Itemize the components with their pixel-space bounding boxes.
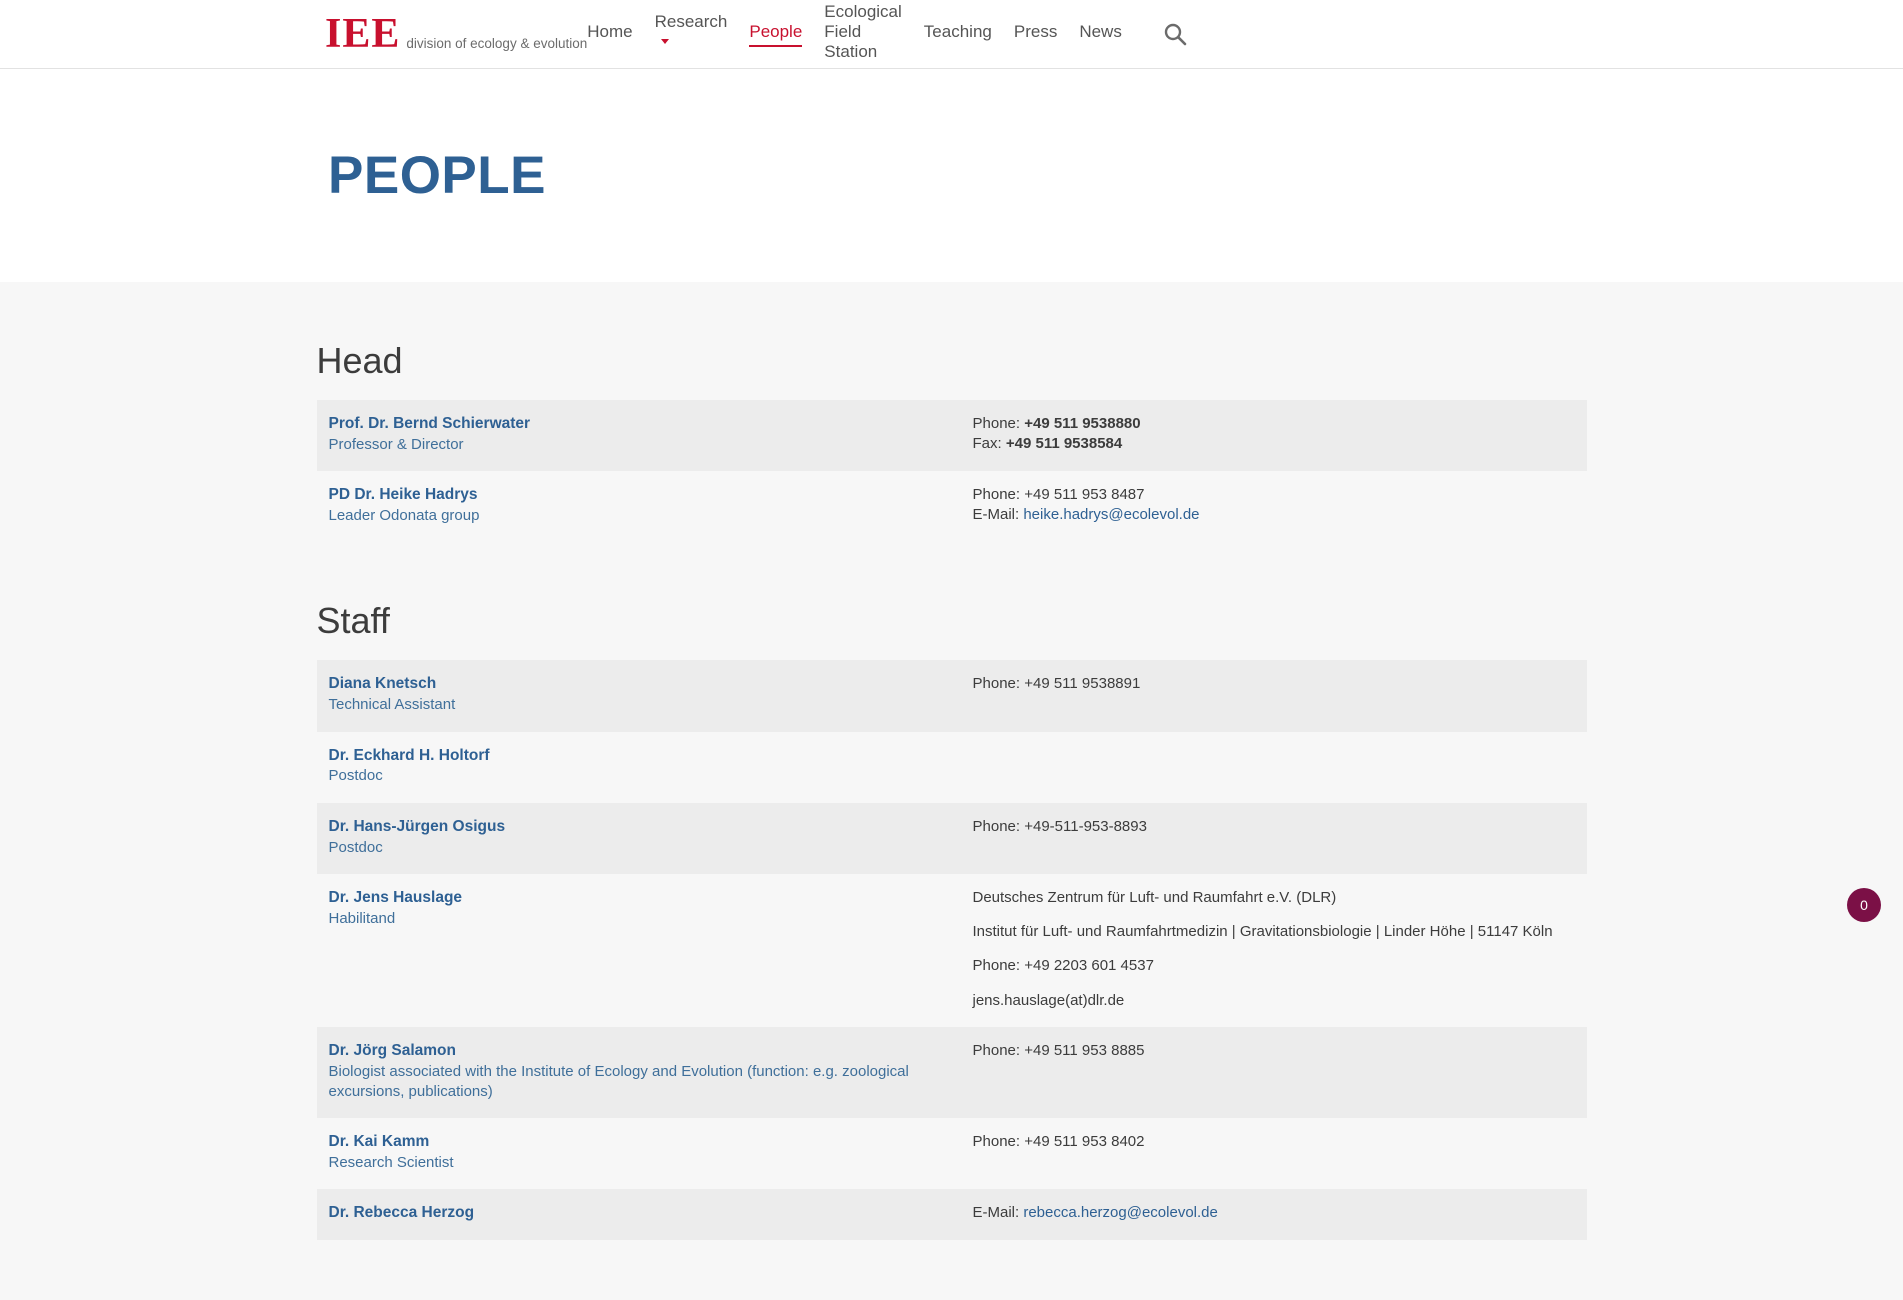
person-contact-line [973,1041,1575,1061]
person-name[interactable]: Diana Knetsch [328,675,437,693]
person-contact-cell [961,1118,1587,1189]
nav-item-news[interactable]: News [1079,22,1122,41]
person-contact-cell [961,732,1587,803]
person-contact-line [973,674,1575,694]
person-name-cell [317,803,961,874]
person-name-cell [317,660,961,731]
people-table [317,400,1587,542]
person-contact-line [973,1203,1575,1223]
person-role: Habilitand [328,909,396,927]
nav-item-teaching[interactable]: Teaching [923,22,992,41]
person-name-cell [317,874,961,1027]
content-band [0,282,1903,1300]
main-nav [587,2,1188,66]
table-row [317,1189,1587,1240]
contact-value: +49 511 953 8885 [1024,1041,1145,1059]
person-role: Research Scientist [328,1154,454,1172]
site-header [0,0,1903,69]
table-row [317,874,1587,1027]
nav-item-people[interactable]: People [749,22,802,46]
table-row [317,400,1587,471]
table-row [317,1027,1587,1118]
nav-item-home[interactable]: Home [587,22,633,41]
people-container [317,282,1587,1240]
page-title: PEOPLE [328,146,547,205]
person-role: Technical Assistant [328,696,456,714]
brand-tagline: division of ecology & evolution [406,36,588,51]
person-name[interactable]: Dr. Jens Hauslage [328,888,463,906]
person-contact-cell [961,400,1587,471]
section-heading: Head [316,340,403,381]
email-link[interactable]: rebecca.herzog@ecolevol.de [1023,1204,1218,1222]
person-name[interactable]: Dr. Hans-Jürgen Osigus [328,817,506,835]
brand-logo: IEE [325,11,401,57]
person-role: Postdoc [328,767,383,785]
section-heading: Staff [316,600,390,642]
person-role: Leader Odonata group [328,507,480,525]
person-name[interactable]: Dr. Jörg Salamon [328,1041,456,1059]
contact-value: +49 511 9538584 [1005,435,1123,453]
person-contact-cell [961,803,1587,874]
person-contact-line [973,434,1575,454]
table-row [317,660,1587,731]
person-name-cell [317,471,961,542]
person-contact-line [973,505,1575,525]
person-contact-line [973,922,1575,942]
person-contact-line [973,991,1575,1011]
contact-label: Fax: [972,435,1002,453]
contact-value: +49 511 9538880 [1024,415,1141,432]
person-name-cell [317,732,961,803]
search-icon[interactable] [1162,21,1188,47]
contact-label: E-Mail: [972,506,1020,524]
person-contact-cell [961,660,1587,731]
contact-value: +49-511-953-8893 [1024,817,1147,835]
person-role: Biologist associated with the Institute of Ecology and Evolution (function: e.g. zoological excursions, publications) [328,1062,909,1101]
person-name-cell [317,1118,961,1189]
contact-label: Phone: [972,957,1021,975]
person-name-cell [317,400,961,471]
person-role: Postdoc [328,838,383,856]
person-contact-line [973,485,1575,505]
people-table [317,660,1587,1240]
contact-label: Phone: [972,1041,1021,1059]
nav-item-ecological-field-station[interactable]: Ecological Field Station [824,2,902,61]
notification-badge[interactable]: 0 [1847,888,1881,922]
person-name-cell [317,1189,961,1240]
contact-value: jens.hauslage(at)dlr.de [972,991,1125,1009]
person-name[interactable]: Prof. Dr. Bernd Schierwater [328,415,531,432]
person-contact-cell [961,1027,1587,1118]
table-row [317,471,1587,542]
person-name[interactable]: Dr. Kai Kamm [328,1133,430,1151]
contact-value: Deutsches Zentrum für Luft- und Raumfahrt e.V. (DLR) [972,888,1337,906]
person-contact-line [973,1132,1575,1152]
table-row [317,803,1587,874]
person-name[interactable]: Dr. Rebecca Herzog [328,1204,475,1222]
person-contact-line [973,956,1575,976]
person-contact-line [973,888,1575,908]
contact-value: +49 2203 601 4537 [1024,957,1154,975]
contact-value: +49 511 953 8402 [1024,1133,1145,1151]
contact-value: Institut für Luft- und Raumfahrtmedizin | Gravitationsbiologie | Linder Höhe | 51147 Köln [972,923,1553,941]
person-name[interactable]: Dr. Eckhard H. Holtorf [328,746,490,764]
contact-label: Phone: [972,817,1021,835]
nav-item-press[interactable]: Press [1013,22,1058,41]
table-row [317,1118,1587,1189]
contact-label: Phone: [972,675,1021,693]
contact-value: +49 511 9538891 [1024,675,1141,693]
contact-label: Phone: [972,415,1021,432]
person-contact-line [973,817,1575,837]
contact-value: +49 511 953 8487 [1024,486,1145,504]
person-name-cell [317,1027,961,1118]
nav-item-research[interactable]: Research [655,12,728,56]
email-link[interactable]: heike.hadrys@ecolevol.de [1023,506,1200,524]
person-name[interactable]: PD Dr. Heike Hadrys [328,486,478,504]
person-contact-cell [961,1189,1587,1240]
person-contact-cell [961,471,1587,542]
table-row [317,732,1587,803]
contact-label: Phone: [972,1133,1021,1151]
contact-label: Phone: [972,486,1021,504]
contact-label: E-Mail: [972,1204,1020,1222]
page-title-band [0,69,1903,282]
person-contact-cell [961,874,1587,1027]
person-role: Professor & Director [328,435,464,453]
person-contact-line [973,414,1575,434]
site-brand[interactable] [325,13,587,55]
